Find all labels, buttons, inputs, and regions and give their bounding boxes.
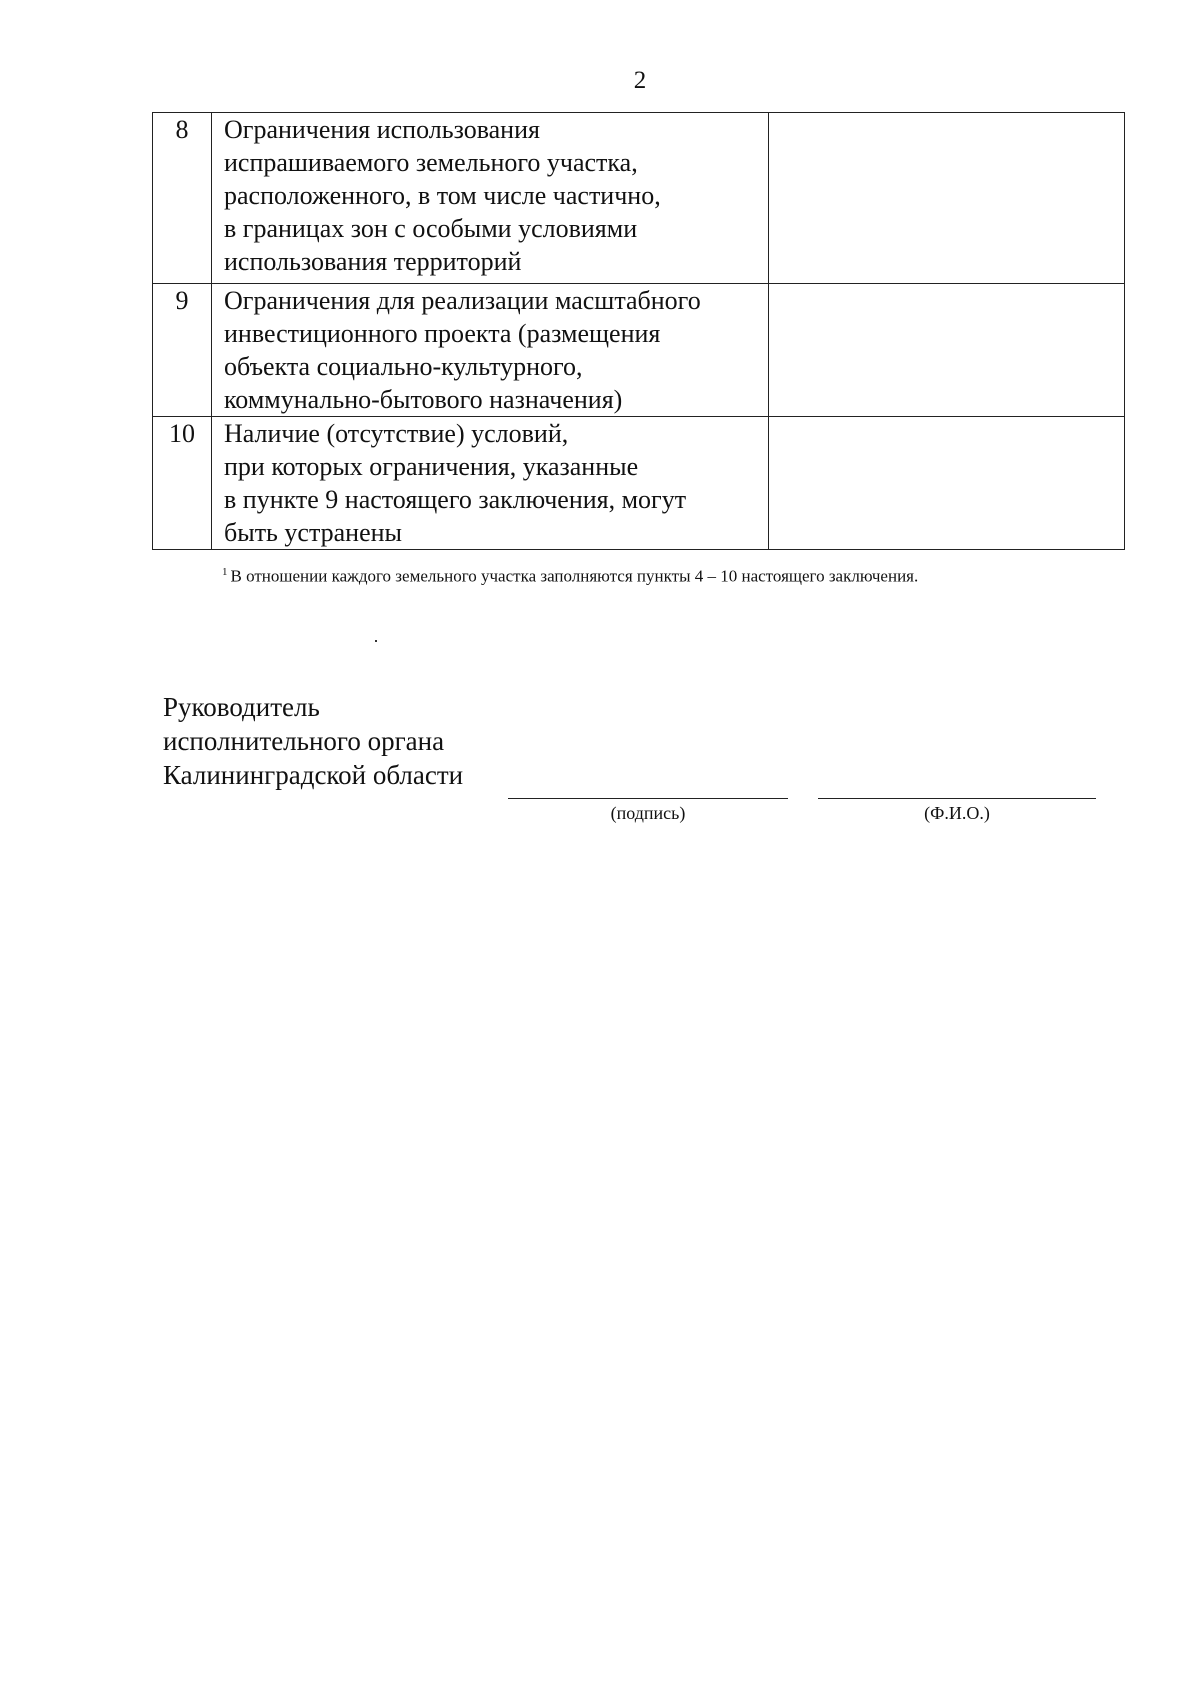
row-description — [212, 113, 769, 284]
row-description — [212, 284, 769, 417]
table-row — [153, 113, 1125, 284]
signature-line — [508, 798, 788, 799]
description-line: Ограничения для реализации масштабного — [224, 286, 701, 315]
description-line: расположенного, в том числе частично, — [224, 181, 661, 210]
footnote-mark: 1 — [222, 566, 228, 578]
conclusion-table — [152, 112, 1125, 550]
row-value-cell — [769, 417, 1125, 550]
row-number: 10 — [153, 417, 212, 550]
row-value-cell — [769, 113, 1125, 284]
scan-speck — [375, 640, 377, 642]
table-row — [153, 284, 1125, 417]
description-line: Наличие (отсутствие) условий, — [224, 419, 569, 448]
description-line: испрашиваемого земельного участка, — [224, 148, 638, 177]
description-line: использования территорий — [224, 247, 522, 276]
row-description — [212, 417, 769, 550]
position-line: исполнительного органа — [163, 726, 445, 756]
description-line: Ограничения использования — [224, 115, 540, 144]
description-line: коммунально-бытового назначения) — [224, 385, 623, 414]
footnote — [222, 567, 918, 585]
table-row — [153, 417, 1125, 550]
name-line — [818, 798, 1096, 799]
row-value-cell — [769, 284, 1125, 417]
row-number: 9 — [153, 284, 212, 417]
signatory-position — [163, 690, 463, 792]
name-caption: (Ф.И.О.) — [924, 803, 990, 823]
description-line: объекта социально-культурного, — [224, 352, 583, 381]
position-line: Калининградской области — [163, 760, 464, 790]
signature-caption: (подпись) — [610, 803, 686, 823]
description-line: в пункте 9 настоящего заключения, могут — [224, 485, 687, 514]
description-line: в границах зон с особыми условиями — [224, 214, 638, 243]
description-line: при которых ограничения, указанные — [224, 452, 639, 481]
row-number: 8 — [153, 113, 212, 284]
position-line: Руководитель — [163, 692, 320, 722]
description-line: быть устранены — [224, 518, 403, 547]
description-line: инвестиционного проекта (размещения — [224, 319, 661, 348]
page-number: 2 — [633, 67, 647, 94]
footnote-text: В отношении каждого земельного участка заполняются пункты 4 – 10 настоящего заключения. — [230, 566, 919, 586]
